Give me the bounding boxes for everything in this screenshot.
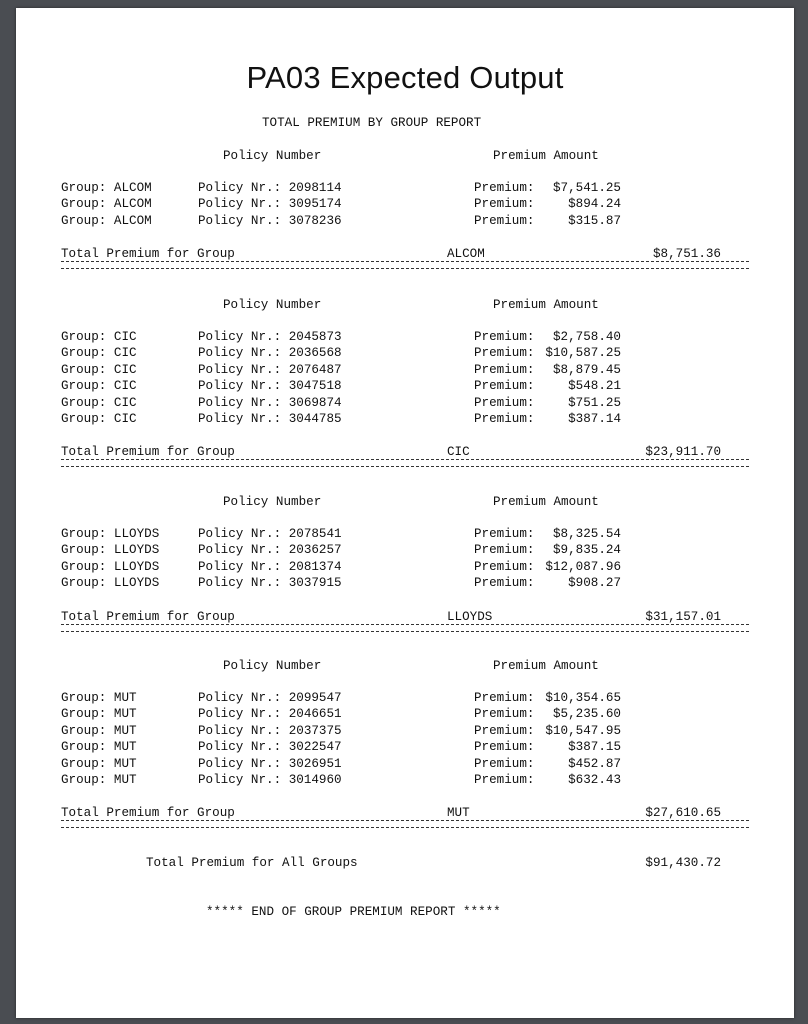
group-name: CIC [113, 412, 137, 426]
policy-number: Policy Nr.: 3069874 [198, 395, 342, 410]
report-page [16, 8, 794, 1018]
premium-label: Premium: [474, 412, 535, 426]
group-label: Group: MUT [61, 691, 137, 705]
column-header-premium-amount: Premium Amount [493, 659, 599, 673]
premium-amount: $894.24 [568, 197, 621, 212]
group-total-row [61, 246, 761, 262]
table-row [61, 542, 761, 558]
section-separator [61, 459, 749, 467]
table-row [61, 739, 761, 755]
table-row [61, 690, 761, 706]
table-row [61, 213, 761, 229]
policy-value: 3047518 [288, 379, 342, 394]
premium-amount: $908.27 [568, 576, 621, 591]
premium-label: Premium: [474, 723, 535, 738]
column-header-policy-number: Policy Number [223, 659, 322, 673]
group-name: MUT [113, 756, 137, 771]
table-row [61, 559, 761, 575]
policy-value: 2076487 [288, 362, 342, 377]
premium-label: Premium: [474, 707, 535, 722]
group-total-name: LLOYDS [447, 609, 493, 624]
end-of-report: ***** END OF GROUP PREMIUM REPORT ***** [206, 905, 501, 919]
section-separator [61, 261, 749, 269]
policy-number: Policy Nr.: 3078236 [198, 213, 342, 228]
group-label: Group: ALCOM [61, 181, 152, 195]
group-label: Group: ALCOM [61, 213, 152, 228]
group-total-row [61, 609, 761, 625]
policy-value: 2098114 [288, 181, 342, 195]
premium-amount: $315.87 [568, 213, 621, 228]
group-total-label: Total Premium for Group [61, 247, 235, 262]
page-title: PA03 Expected Output [246, 60, 564, 95]
column-header-premium-amount: Premium Amount [493, 149, 599, 163]
report-heading: TOTAL PREMIUM BY GROUP REPORT [262, 116, 482, 130]
grand-total-label: Total Premium for All Groups [146, 856, 358, 870]
policy-number: Policy Nr.: 3047518 [198, 379, 342, 394]
policy-number: Policy Nr.: 2037375 [198, 723, 342, 738]
premium-label: Premium: [474, 213, 535, 228]
group-label: Group: MUT [61, 723, 137, 738]
premium-label: Premium: [474, 576, 535, 591]
group-total-name: CIC [447, 445, 470, 460]
table-row [61, 196, 761, 212]
group-total-name: ALCOM [447, 247, 485, 262]
group-name: CIC [113, 362, 137, 377]
premium-amount: $10,587.25 [545, 346, 621, 361]
premium-amount: $632.43 [568, 773, 621, 787]
policy-number: Policy Nr.: 2036568 [198, 346, 342, 361]
premium-label: Premium: [474, 527, 535, 541]
group-name: LLOYDS [113, 576, 160, 591]
policy-value: 2036568 [288, 346, 342, 361]
group-total-amount: $27,610.65 [645, 806, 721, 821]
group-total-row [61, 444, 761, 460]
policy-number: Policy Nr.: 3037915 [198, 576, 342, 591]
policy-value: 2081374 [288, 559, 342, 574]
table-row [61, 526, 761, 542]
premium-label: Premium: [474, 756, 535, 771]
policy-value: 3014960 [288, 773, 342, 787]
premium-amount: $10,547.95 [545, 723, 621, 738]
premium-label: Premium: [474, 379, 535, 394]
policy-value: 3022547 [288, 740, 342, 755]
premium-amount: $8,879.45 [552, 362, 621, 377]
group-name: CIC [113, 346, 137, 361]
grand-total-row [61, 855, 761, 871]
group-name: LLOYDS [113, 559, 160, 574]
group-label: Group: CIC [61, 379, 137, 394]
policy-value: 2078541 [288, 527, 342, 541]
premium-amount: $2,758.40 [552, 330, 621, 344]
policy-number: Policy Nr.: 2076487 [198, 362, 342, 377]
group-label: Group: MUT [61, 773, 137, 787]
group-label: Group: LLOYDS [61, 576, 160, 591]
section-separator [61, 624, 749, 632]
premium-amount: $12,087.96 [545, 559, 621, 574]
group-name: CIC [113, 330, 137, 344]
premium-label: Premium: [474, 740, 535, 755]
table-row [61, 772, 761, 788]
policy-value: 2099547 [288, 691, 342, 705]
premium-amount: $387.15 [568, 740, 621, 755]
group-name: MUT [113, 707, 137, 722]
premium-label: Premium: [474, 543, 535, 558]
policy-value: 2036257 [288, 543, 342, 558]
group-name: CIC [113, 379, 137, 394]
policy-number: Policy Nr.: 2036257 [198, 543, 342, 558]
group-label: Group: LLOYDS [61, 559, 160, 574]
group-label: Group: ALCOM [61, 197, 152, 212]
group-total-amount: $23,911.70 [645, 445, 721, 460]
table-row [61, 411, 761, 427]
table-row [61, 180, 761, 196]
group-label: Group: CIC [61, 412, 137, 426]
policy-number: Policy Nr.: 2099547 [198, 691, 342, 705]
policy-value: 2045873 [288, 330, 342, 344]
group-name: ALCOM [113, 213, 152, 228]
group-name: MUT [113, 740, 137, 755]
premium-amount: $5,235.60 [552, 707, 621, 722]
policy-number: Policy Nr.: 3014960 [198, 773, 342, 787]
premium-amount: $8,325.54 [552, 527, 621, 541]
policy-value: 3078236 [288, 213, 342, 228]
section-separator [61, 820, 749, 828]
premium-label: Premium: [474, 362, 535, 377]
premium-amount: $387.14 [568, 412, 621, 426]
premium-label: Premium: [474, 559, 535, 574]
policy-value: 3095174 [288, 197, 342, 212]
table-row [61, 329, 761, 345]
group-name: CIC [113, 395, 137, 410]
group-name: LLOYDS [113, 543, 160, 558]
table-row [61, 362, 761, 378]
policy-value: 2046651 [288, 707, 342, 722]
policy-number: Policy Nr.: 2046651 [198, 707, 342, 722]
premium-amount: $452.87 [568, 756, 621, 771]
table-row [61, 706, 761, 722]
group-total-name: MUT [447, 806, 470, 821]
policy-number: Policy Nr.: 2098114 [198, 181, 342, 195]
policy-number: Policy Nr.: 2045873 [198, 330, 342, 344]
policy-value: 3026951 [288, 756, 342, 771]
policy-number: Policy Nr.: 3022547 [198, 740, 342, 755]
policy-value: 2037375 [288, 723, 342, 738]
premium-label: Premium: [474, 773, 535, 787]
column-header-premium-amount: Premium Amount [493, 298, 599, 312]
column-header-policy-number: Policy Number [223, 495, 322, 509]
policy-number: Policy Nr.: 3044785 [198, 412, 342, 426]
premium-amount: $10,354.65 [545, 691, 621, 705]
premium-amount: $751.25 [568, 395, 621, 410]
column-header-policy-number: Policy Number [223, 149, 322, 163]
group-name: ALCOM [113, 197, 152, 212]
premium-label: Premium: [474, 181, 535, 195]
premium-amount: $9,835.24 [552, 543, 621, 558]
group-label: Group: MUT [61, 740, 137, 755]
group-label: Group: CIC [61, 362, 137, 377]
premium-amount: $7,541.25 [552, 181, 621, 195]
policy-value: 3069874 [288, 395, 342, 410]
group-total-label: Total Premium for Group [61, 806, 235, 821]
policy-number: Policy Nr.: 3095174 [198, 197, 342, 212]
premium-label: Premium: [474, 346, 535, 361]
group-label: Group: CIC [61, 330, 137, 344]
group-name: MUT [113, 773, 137, 787]
column-header-premium-amount: Premium Amount [493, 495, 599, 509]
table-row [61, 378, 761, 394]
table-row [61, 756, 761, 772]
policy-number: Policy Nr.: 2078541 [198, 527, 342, 541]
table-row [61, 723, 761, 739]
policy-value: 3044785 [288, 412, 342, 426]
group-total-label: Total Premium for Group [61, 445, 235, 460]
grand-total-amount: $91,430.72 [645, 856, 721, 870]
premium-amount: $548.21 [568, 379, 621, 394]
group-total-amount: $8,751.36 [652, 247, 721, 262]
group-name: MUT [113, 723, 137, 738]
policy-number: Policy Nr.: 2081374 [198, 559, 342, 574]
group-label: Group: MUT [61, 707, 137, 722]
column-header-policy-number: Policy Number [223, 298, 322, 312]
group-name: ALCOM [113, 181, 152, 195]
group-total-amount: $31,157.01 [645, 609, 721, 624]
policy-value: 3037915 [288, 576, 342, 591]
group-label: Group: LLOYDS [61, 527, 160, 541]
premium-label: Premium: [474, 197, 535, 212]
group-name: MUT [113, 691, 137, 705]
premium-label: Premium: [474, 330, 535, 344]
policy-number: Policy Nr.: 3026951 [198, 756, 342, 771]
group-label: Group: LLOYDS [61, 543, 160, 558]
group-label: Group: CIC [61, 395, 137, 410]
premium-label: Premium: [474, 691, 535, 705]
table-row [61, 345, 761, 361]
group-label: Group: CIC [61, 346, 137, 361]
group-label: Group: MUT [61, 756, 137, 771]
premium-label: Premium: [474, 395, 535, 410]
table-row [61, 395, 761, 411]
group-total-row [61, 805, 761, 821]
group-total-label: Total Premium for Group [61, 609, 235, 624]
group-name: LLOYDS [113, 527, 160, 541]
table-row [61, 575, 761, 591]
